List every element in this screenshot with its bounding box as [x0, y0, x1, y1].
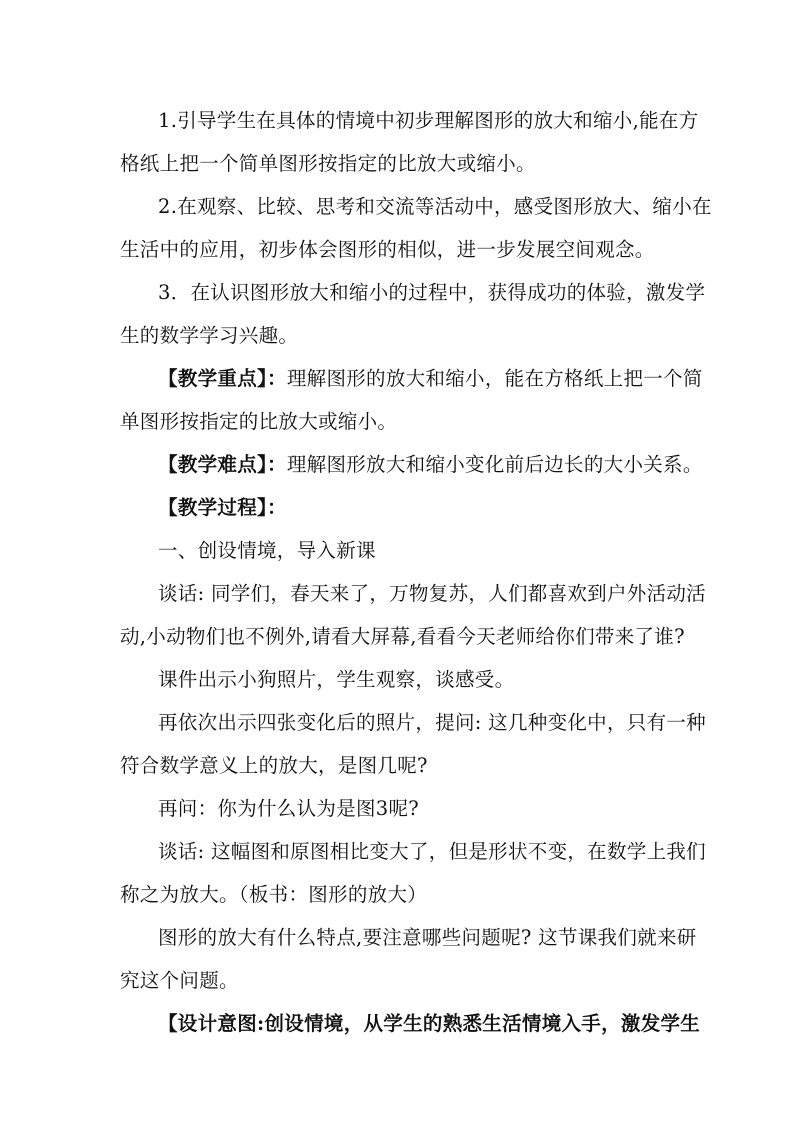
teaching-process-heading: 【教学过程】：: [158, 496, 287, 519]
difficult-points-paragraph: [158, 452, 703, 478]
talk-2-line-1: 谈话: 这幅图和原图相比变大了，但是形状不变，在数学上我们: [158, 840, 706, 863]
objective-2-line-2: 生活中的应用，初步体会图形的相似，进一步发展空间观念。: [120, 238, 655, 261]
courseware-line: 课件出示小狗照片，学生观察，谈感受。: [158, 668, 515, 691]
lead-in-line-2: 究这个问题。: [120, 969, 239, 992]
talk-2-line-2: 称之为放大。（板书：图形的放大）: [120, 883, 428, 906]
objective-1-line-2: 格纸上把一个简单图形按指定的比放大或缩小。: [120, 152, 536, 175]
question-line-2: 符合数学意义上的放大，是图几呢?: [120, 754, 428, 777]
section-1-heading: 一、创设情境，导入新课: [158, 539, 376, 562]
key-points-paragraph: [158, 366, 703, 392]
key-points-line-2: 单图形按指定的比放大或缩小。: [120, 410, 398, 433]
key-points-text: 理解图形的放大和缩小，能在方格纸上把一个简: [286, 367, 703, 390]
key-points-heading: 【教学重点】：: [158, 367, 287, 390]
follow-up-question-line: 再问：你为什么认为是图3呢?: [158, 797, 420, 820]
difficult-points-text: 理解图形放大和缩小变化前后边长的大小关系。: [286, 453, 703, 476]
talk-1-line-2: 动,小动物们也不例外,请看大屏幕,看看今天老师给你们带来了谁?: [120, 625, 685, 648]
talk-1-line-1: 谈话: 同学们，春天来了，万物复苏，人们都喜欢到户外活动活: [158, 582, 706, 605]
objective-3-line-1: 3．在认识图形放大和缩小的过程中，获得成功的体验，激发学: [158, 281, 706, 304]
objective-3-line-2: 生的数学学习兴趣。: [120, 324, 299, 347]
difficult-points-heading: 【教学难点】：: [158, 453, 287, 476]
lead-in-line-1: 图形的放大有什么特点,要注意哪些问题呢? 这节课我们就来研: [158, 926, 697, 949]
design-intent-line: 【设计意图:创设情境，从学生的熟悉生活情境入手，激发学生: [158, 1012, 701, 1035]
objective-2-line-1: 2.在观察、比较、思考和交流等活动中，感受图形放大、缩小在: [158, 195, 712, 218]
question-line-1: 再依次出示四张变化后的照片，提问: 这几种变化中，只有一种: [158, 711, 706, 734]
objective-1-line-1: 1.引导学生在具体的情境中初步理解图形的放大和缩小,能在方: [158, 109, 699, 132]
